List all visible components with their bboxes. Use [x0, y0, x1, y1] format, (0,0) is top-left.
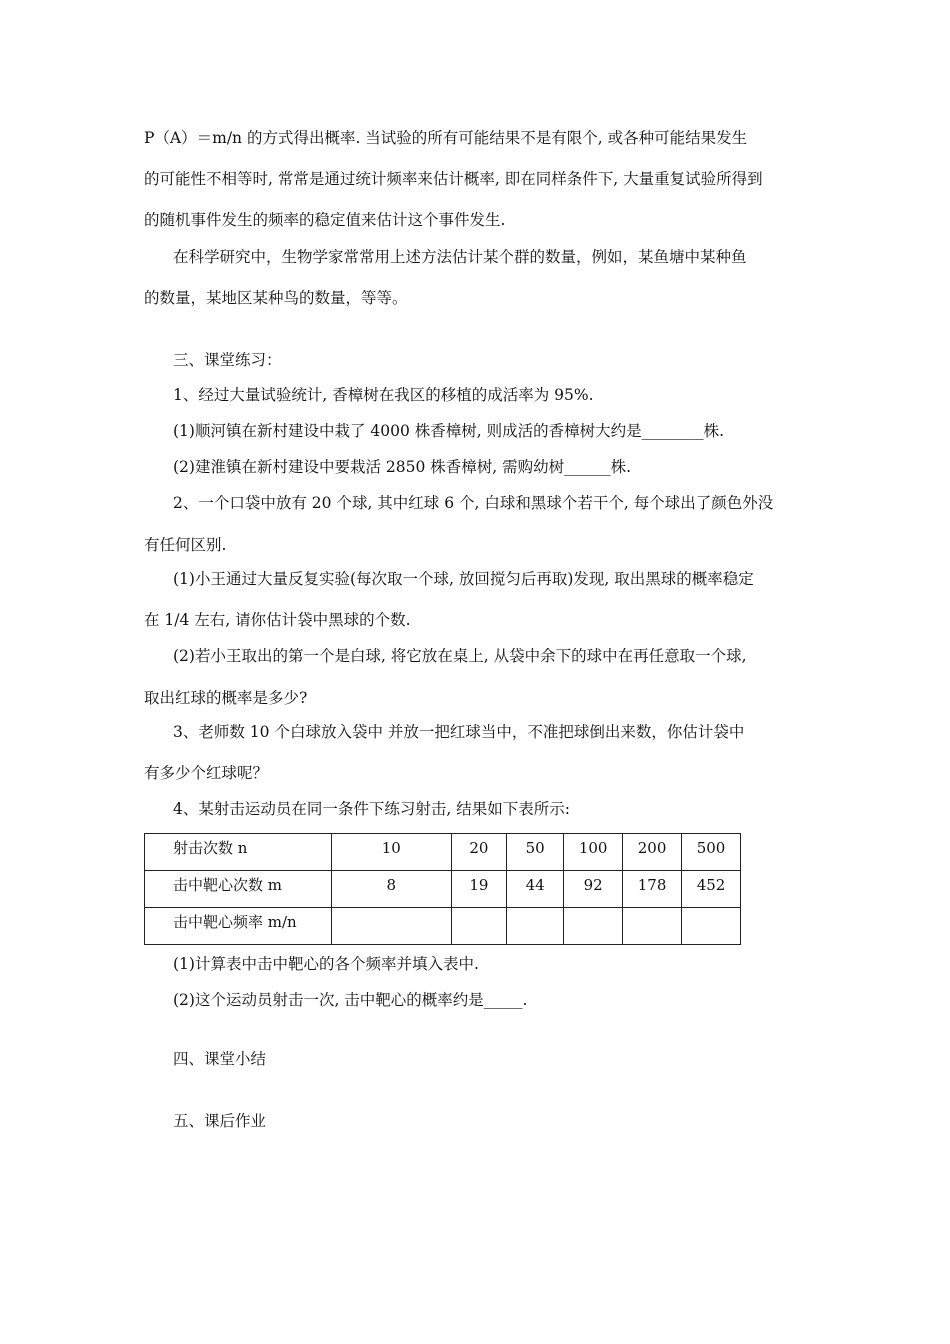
table-cell: 8: [331, 871, 451, 908]
q2-part-2-line-1: (2)若小王取出的第一个是白球, 将它放在桌上, 从袋中余下的球中在再任意取一个球,: [173, 647, 747, 665]
table-cell-empty: [507, 908, 564, 945]
table-cell: 92: [564, 871, 623, 908]
q1-stem: 1、经过大量试验统计, 香樟树在我区的移植的成活率为 95%.: [173, 386, 594, 404]
q3-line-1: 3、老师数 10 个白球放入袋中 并放一把红球当中，不准把球倒出来数，你估计袋中: [173, 723, 745, 741]
intro-line-1: P（A）＝m/n 的方式得出概率. 当试验的所有可能结果不是有限个, 或各种可能结果发生: [144, 129, 748, 147]
table-cell: 19: [451, 871, 506, 908]
table-cell: 10: [331, 834, 451, 871]
table-cell: 100: [564, 834, 623, 871]
table-cell: 500: [682, 834, 741, 871]
q2-part-1-line-1: (1)小王通过大量反复实验(每次取一个球, 放回搅匀后再取)发现, 取出黑球的概率稳定: [173, 570, 754, 588]
intro-para2-line-1: 在科学研究中，生物学家常常用上述方法估计某个群的数量，例如，某鱼塘中某种鱼: [173, 248, 747, 266]
q2-part-2-line-2: 取出红球的概率是多少?: [144, 689, 308, 707]
table-cell: 44: [507, 871, 564, 908]
table-row: [145, 871, 741, 908]
row-label-hits: 击中靶心次数 m: [145, 871, 332, 908]
section-3-title: 三、课堂练习：: [173, 351, 282, 369]
intro-line-2: 的可能性不相等时, 常常是通过统计频率来估计概率, 即在同样条件下, 大量重复试验所得到: [144, 170, 763, 188]
q2-stem-line-1: 2、一个口袋中放有 20 个球, 其中红球 6 个, 白球和黑球个若干个, 每个球出了颜色外没: [173, 494, 774, 512]
row-label-frequency: 击中靶心频率 m/n: [145, 908, 332, 945]
table-cell: 178: [623, 871, 682, 908]
table-cell-empty: [623, 908, 682, 945]
section-5-title: 五、课后作业: [173, 1112, 267, 1130]
table-cell: 50: [507, 834, 564, 871]
intro-para2-line-2: 的数量，某地区某种鸟的数量，等等。: [144, 289, 408, 307]
table-cell: 200: [623, 834, 682, 871]
table-cell-empty: [682, 908, 741, 945]
q4-stem: 4、某射击运动员在同一条件下练习射击, 结果如下表所示:: [173, 800, 570, 818]
q2-stem-line-2: 有任何区别.: [144, 536, 227, 554]
table-row: [145, 834, 741, 871]
q4-part-1: (1)计算表中击中靶心的各个频率并填入表中.: [173, 955, 479, 973]
table-cell-empty: [564, 908, 623, 945]
table-cell: 20: [451, 834, 506, 871]
table-cell: 452: [682, 871, 741, 908]
shooting-results-table: [144, 833, 741, 945]
intro-line-3: 的随机事件发生的频率的稳定值来估计这个事件发生.: [144, 211, 506, 229]
q1-part-1: (1)顺河镇在新村建设中栽了 4000 株香樟树, 则成活的香樟树大约是________株.: [173, 422, 725, 440]
table-row: [145, 908, 741, 945]
table-cell-empty: [331, 908, 451, 945]
row-label-shots: 射击次数 n: [145, 834, 332, 871]
section-4-title: 四、课堂小结: [173, 1050, 267, 1068]
table-cell-empty: [451, 908, 506, 945]
q3-line-2: 有多少个红球呢？: [144, 764, 269, 782]
q1-part-2: (2)建淮镇在新村建设中要栽活 2850 株香樟树, 需购幼树______株.: [173, 458, 632, 476]
q2-part-1-line-2: 在 1/4 左右, 请你估计袋中黑球的个数.: [144, 611, 411, 629]
q4-part-2: (2)这个运动员射击一次, 击中靶心的概率约是_____.: [173, 991, 528, 1009]
